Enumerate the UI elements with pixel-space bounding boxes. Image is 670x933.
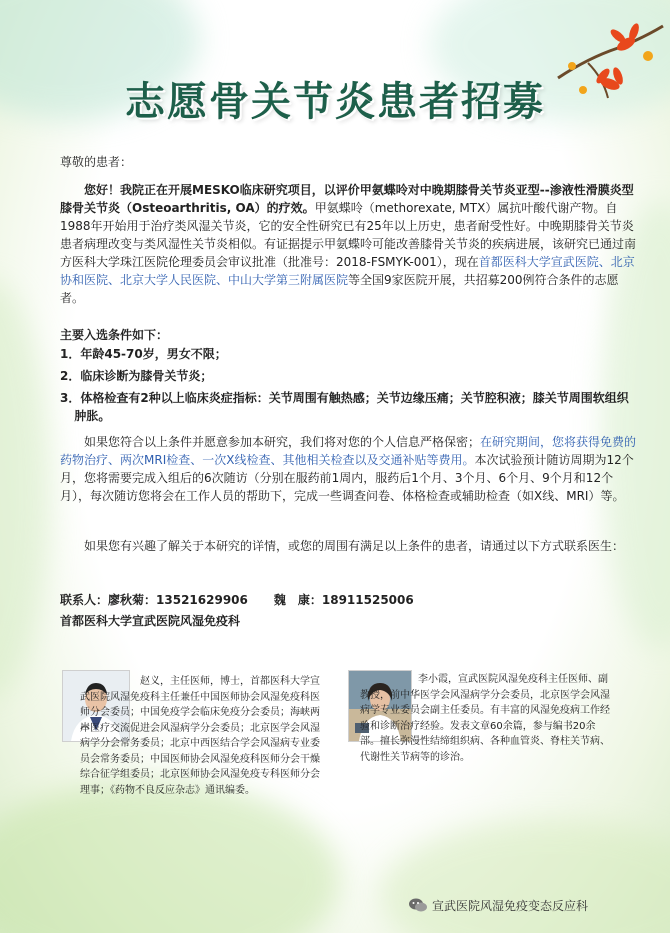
intro-paragraph (60, 181, 640, 307)
contact-intro: 如果您有兴趣了解关于本研究的详情，或您的周围有满足以上条件的患者，请通过以下方式联系医生： (84, 539, 625, 553)
benefits-highlight: 在研究期间，您将获得免费的药物治疗、两次MRI检查、一次X线检查、其他相关检查以及交通补贴等费用。 (60, 435, 637, 467)
criteria-title: 主要入选条件如下： (60, 328, 169, 342)
intro-body: 甲氨蝶呤（methorexate, MTX）属抗叶酸代谢产物。自1988年开始用于治疗类风湿关节炎，它的安全性研究已有25年以上历史，患者耐受性好。中晚期膝骨关节炎患者病理改变与类风湿性关节炎相似。有证据提示甲氨蝶呤可能改善膝骨关节炎的疾病进展，该研究已通过南方医科大学珠江医院伦理委员会审议批准（批准号：2018-FSMYK-001），现在 (60, 201, 637, 269)
footer-text: 宣武医院风湿免疫变态反应科 (432, 898, 589, 913)
watercolor-wash (0, 280, 50, 700)
benefits-paragraph (60, 433, 640, 505)
footer-account (408, 893, 668, 917)
criteria-item: 2．临床诊断为膝骨关节炎； (60, 369, 213, 383)
watercolor-wash (0, 780, 340, 933)
benefits-lead: 如果您符合以上条件并愿意参加本研究，我们将对您的个人信息严格保密； (84, 435, 481, 449)
contact-person-1: 廖秋菊：13521629906 (108, 593, 248, 607)
page-title: 志愿骨关节炎患者招募 (125, 79, 545, 125)
criteria-item: 1．年龄45-70岁，男女不限； (60, 347, 227, 361)
intro-lead: 您好！我院正在开展MESKO临床研究项目，以评价甲氨蝶呤对中晚期膝骨关节炎亚型--渗液性滑膜炎型膝骨关节炎（Osteoarthritis, OA）的疗效。 (60, 183, 634, 215)
greeting: 尊敬的患者： (60, 155, 133, 169)
criteria-list (60, 345, 640, 429)
participating-hospitals: 首都医科大学宣武医院、北京协和医院、北京大学人民医院、中山大学第三附属医院 (60, 255, 635, 287)
criteria-item: 3．体格检查有2种以上临床炎症指标：关节周围有触热感；关节边缘压痛；关节腔积液；膝关节周围软组织肿胀。 (60, 391, 629, 423)
contact-label: 联系人： (60, 593, 109, 607)
department-name: 首都医科大学宣武医院风湿免疫科 (60, 614, 241, 628)
contact-person-2: 魏 康：18911525006 (273, 593, 414, 607)
doctor2-bio: 李小霞，宣武医院风湿免疫科主任医师、副教授，前中华医学会风湿病学分会委员，北京医学会风湿病学专业委员会副主任委员。有丰富的风湿免疫病工作经验和诊断治疗经验。发表文章60余篇，参与编书20余部。擅长弥漫性结缔组织病、各种血管炎、脊柱关节病、代谢性关节病等的诊治。 (360, 674, 610, 763)
intro-tail: 等全国9家医院开展，共招募200例符合条件的志愿者。 (60, 273, 619, 305)
wechat-icon (408, 897, 428, 913)
doctor1-bio: 赵义，主任医师，博士，首都医科大学宣武医院风湿免疫科主任兼任中国医师协会风湿免疫科医师分会委员；中国免疫学会临床免疫分会委员；海峡两岸医疗交流促进会风湿病学分会委员；北京医学会风湿病学分会常务委员；北京中西医结合学会风湿病专业委员会常务委员；中国医师协会风湿免疫科医师分会干燥综合征学组委员；北京医师协会风湿免疫专科医师分会理事；《药物不良反应杂志》通讯编委。 (80, 676, 320, 796)
contact-line (60, 591, 640, 609)
benefits-tail: 本次试验预计随访周期为12个月，您将需要完成入组后的6次随访（分别在服药前1周内，服药后1个月、3个月、6个月、9个月和12个月），每次随访您将会在工作人员的帮助下，完成一些调查问卷、体格检查或辅助检查（如X线、MRI）等。 (60, 453, 634, 503)
